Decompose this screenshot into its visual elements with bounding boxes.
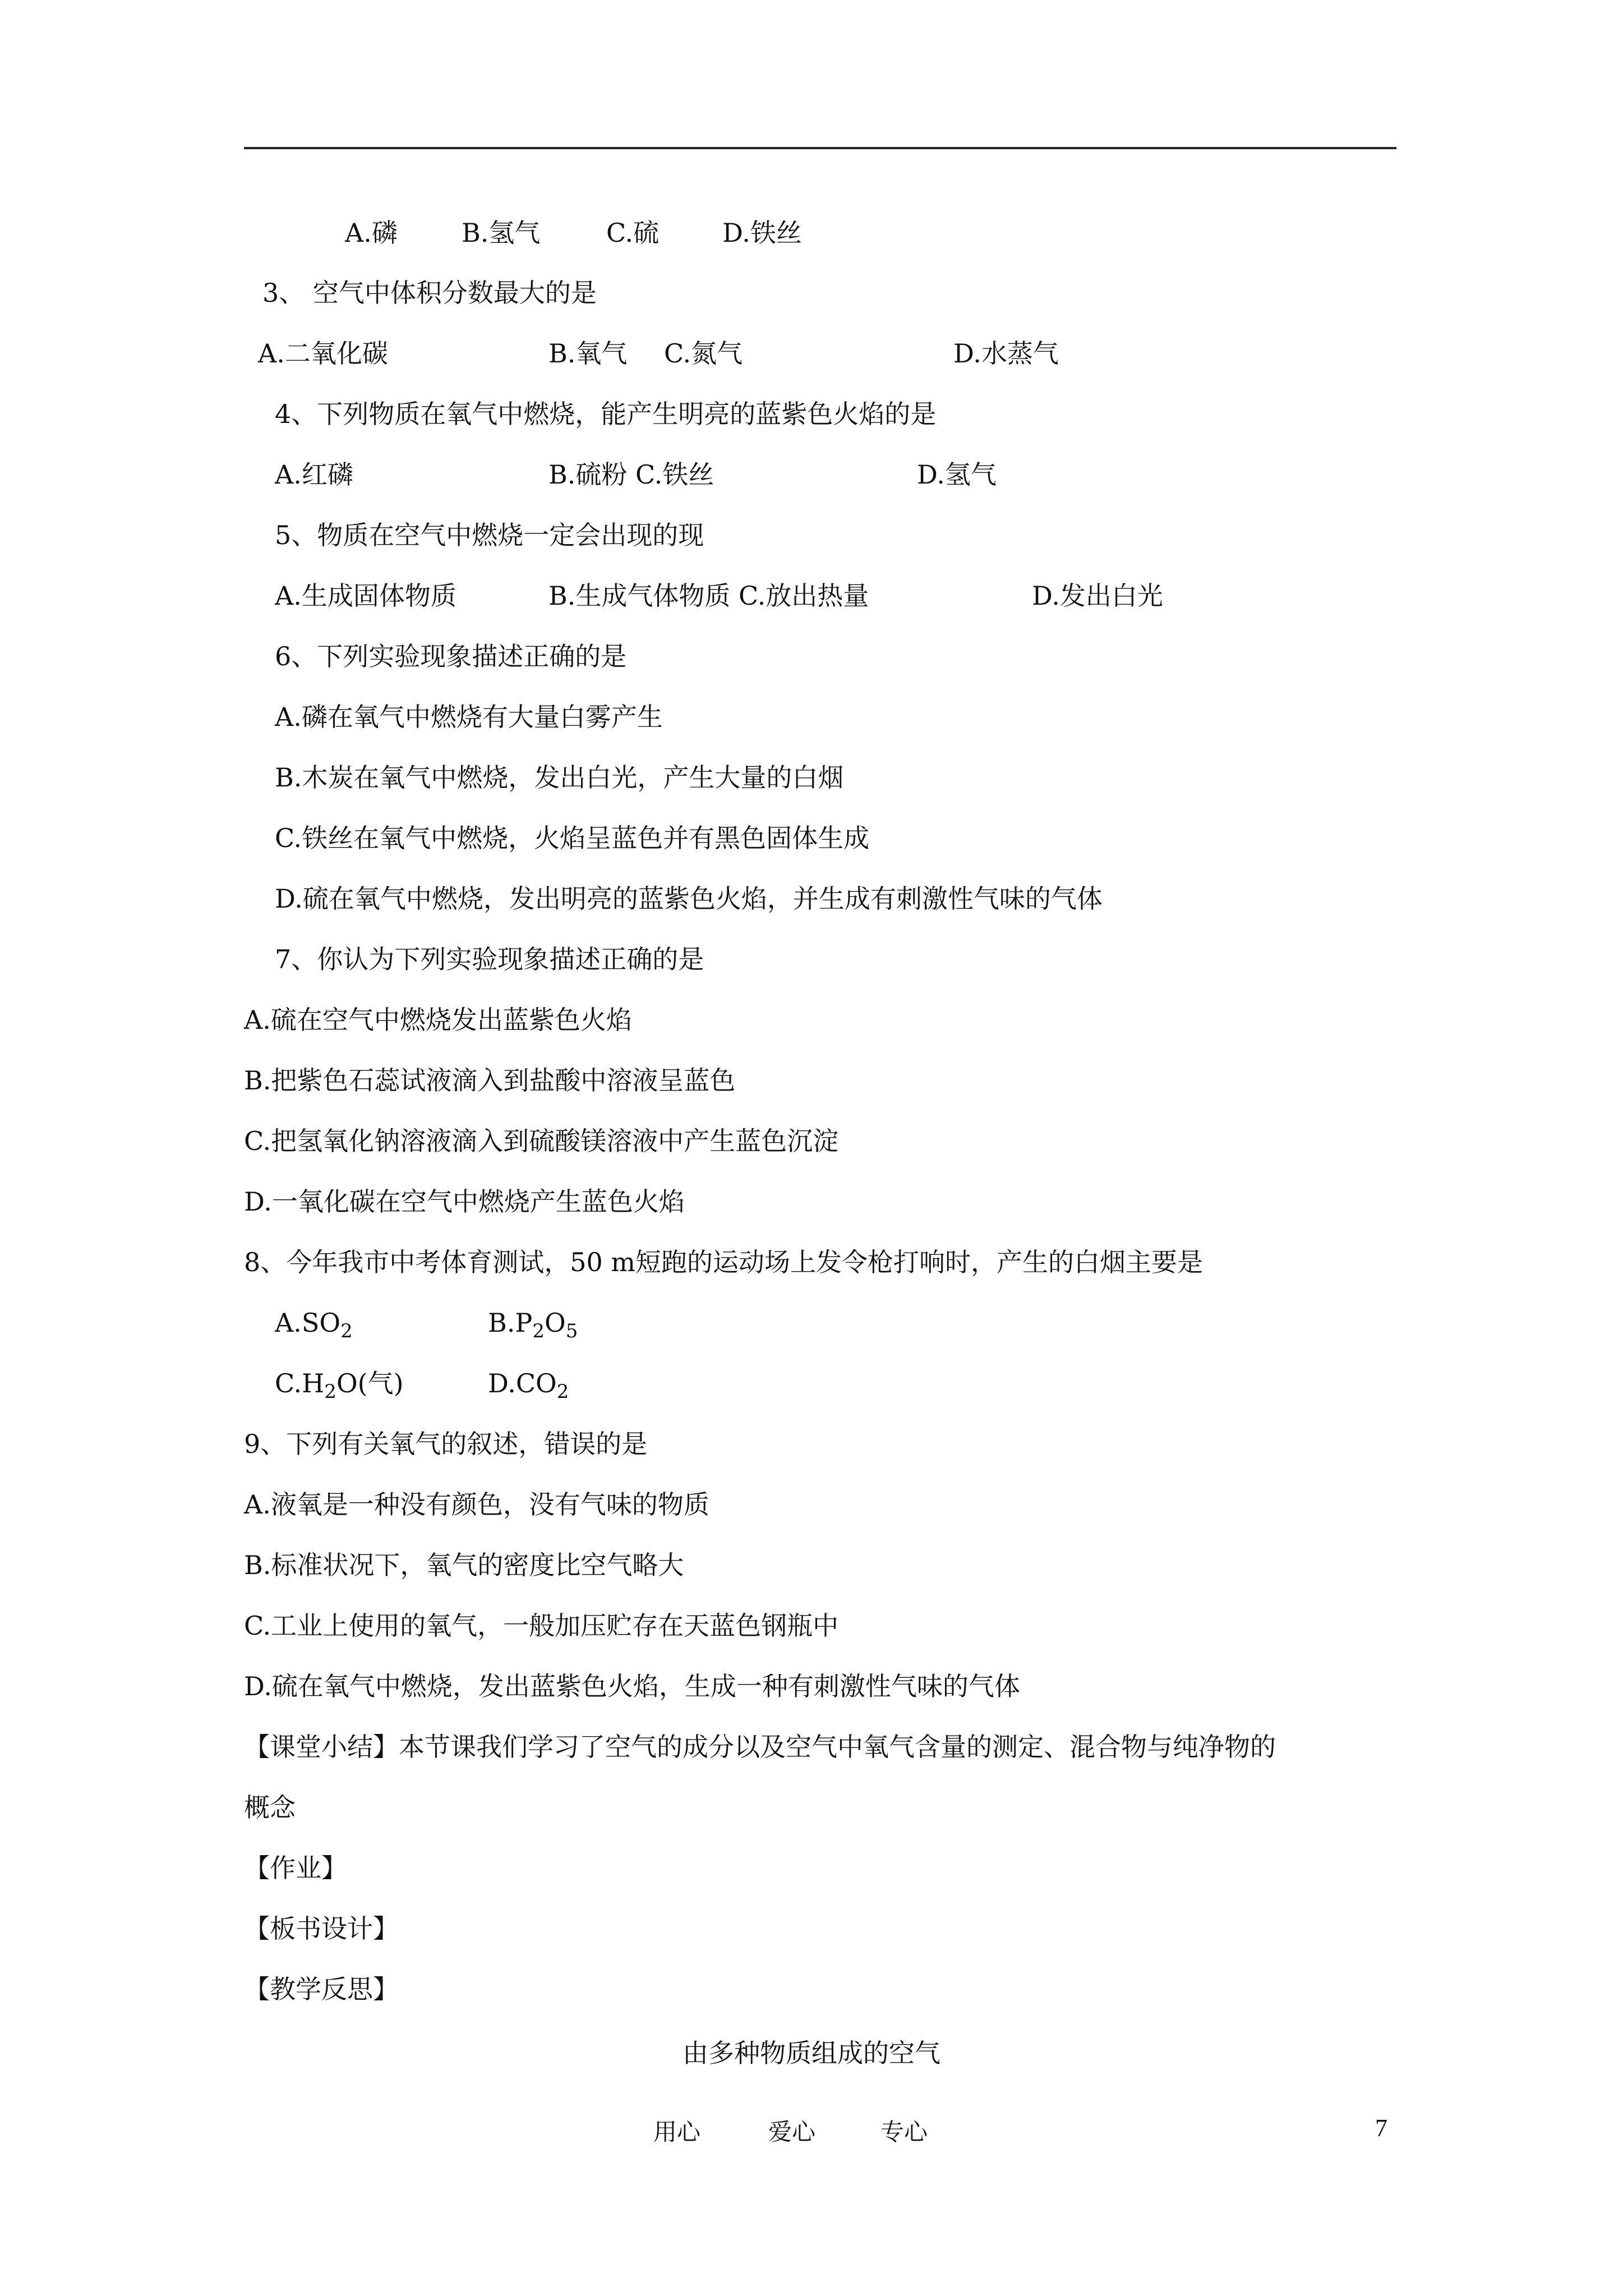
q4-option-bc: B.硫粉 C.铁丝 [548, 459, 714, 490]
q3-option-a: A.二氧化碳 [258, 338, 388, 369]
q6-option-a: A.磷在氧气中燃烧有大量白雾产生 [275, 702, 663, 732]
footer-word-2: 爱心 [768, 2118, 816, 2146]
q8-option-a [275, 1306, 353, 1340]
footer-word-3: 专心 [880, 2118, 928, 2146]
q8-option-a-text: A.SO [275, 1308, 341, 1338]
q5-option-a: A.生成固体物质 [275, 581, 457, 611]
q4-stem: 4、下列物质在氧气中燃烧，能产生明亮的蓝紫色火焰的是 [275, 399, 937, 429]
q6-stem: 6、下列实验现象描述正确的是 [275, 641, 627, 671]
q6-option-d: D.硫在氧气中燃烧，发出明亮的蓝紫色火焰，并生成有刺激性气味的气体 [275, 884, 1103, 914]
q5-stem: 5、物质在空气中燃烧一定会出现的现 [275, 520, 704, 550]
q8-option-c-suffix: O(气) [336, 1368, 404, 1398]
q4-option-d: D.氢气 [917, 459, 997, 490]
teaching-reflection-heading: 【教学反思】 [244, 1974, 399, 2004]
q8-option-b-subscript-1: 2 [532, 1320, 545, 1342]
class-summary-continued: 概念 [244, 1792, 296, 1823]
q2-option-a: A.磷 [345, 218, 398, 248]
q3-option-b: B.氧气 [548, 338, 628, 369]
q8-option-d [488, 1366, 569, 1403]
q8-option-b-text: B.P [488, 1308, 533, 1338]
q9-option-d: D.硫在氧气中燃烧，发出蓝紫色火焰，生成一种有刺激性气味的气体 [244, 1671, 1020, 1701]
q8-option-d-subscript: 2 [556, 1381, 569, 1403]
q8-option-b-subscript-2: 5 [565, 1320, 578, 1342]
q6-option-b: B.木炭在氧气中燃烧，发出白光，产生大量的白烟 [275, 762, 844, 793]
q7-option-b: B.把紫色石蕊试液滴入到盐酸中溶液呈蓝色 [244, 1065, 736, 1096]
q8-option-b [488, 1306, 578, 1340]
board-design-heading: 【板书设计】 [244, 1913, 399, 1944]
q8-option-c-text: C.H [275, 1368, 325, 1398]
q4-option-a: A.红磷 [275, 459, 353, 490]
q6-option-c: C.铁丝在氧气中燃烧，火焰呈蓝色并有黑色固体生成 [275, 823, 870, 853]
q8-stem: 8、今年我市中考体育测试，50 m短跑的运动场上发令枪打响时，产生的白烟主要是 [244, 1247, 1204, 1277]
q2-option-c: C.硫 [606, 218, 660, 248]
q3-stem: 3、 空气中体积分数最大的是 [262, 278, 597, 308]
q8-option-b-mid: O [545, 1308, 566, 1338]
q5-option-bc: B.生成气体物质 C.放出热量 [548, 581, 869, 611]
footer-word-1: 用心 [653, 2118, 701, 2146]
q7-stem: 7、你认为下列实验现象描述正确的是 [275, 944, 704, 974]
class-summary: 【课堂小结】本节课我们学习了空气的成分以及空气中氧气含量的测定、混合物与纯净物的 [244, 1732, 1276, 1762]
q2-option-d: D.铁丝 [722, 218, 802, 248]
q9-option-b: B.标准状况下，氧气的密度比空气略大 [244, 1550, 684, 1580]
q9-option-a: A.液氧是一种没有颜色，没有气味的物质 [244, 1489, 709, 1520]
q9-option-c: C.工业上使用的氧气，一般加压贮存在天蓝色钢瓶中 [244, 1611, 839, 1641]
q8-option-d-text: D.CO [488, 1368, 557, 1398]
q8-option-c [275, 1366, 404, 1403]
q7-option-d: D.一氧化碳在空气中燃烧产生蓝色火焰 [244, 1186, 685, 1217]
page-number: 7 [1375, 2114, 1387, 2142]
q5-option-d: D.发出白光 [1032, 581, 1163, 611]
q3-option-d: D.水蒸气 [953, 338, 1059, 369]
q8-option-c-subscript: 2 [324, 1381, 336, 1403]
q7-option-c: C.把氢氧化钠溶液滴入到硫酸镁溶液中产生蓝色沉淀 [244, 1126, 839, 1156]
q2-option-b: B.氢气 [462, 218, 541, 248]
q8-option-a-subscript: 2 [340, 1320, 353, 1342]
q9-stem: 9、下列有关氧气的叙述，错误的是 [244, 1429, 648, 1459]
homework-heading: 【作业】 [244, 1853, 347, 1883]
q7-option-a: A.硫在空气中燃烧发出蓝紫色火焰 [244, 1005, 632, 1035]
section-title: 由多种物质组成的空气 [683, 2038, 940, 2068]
header-rule [244, 147, 1396, 149]
q3-option-c: C.氮气 [664, 338, 743, 369]
